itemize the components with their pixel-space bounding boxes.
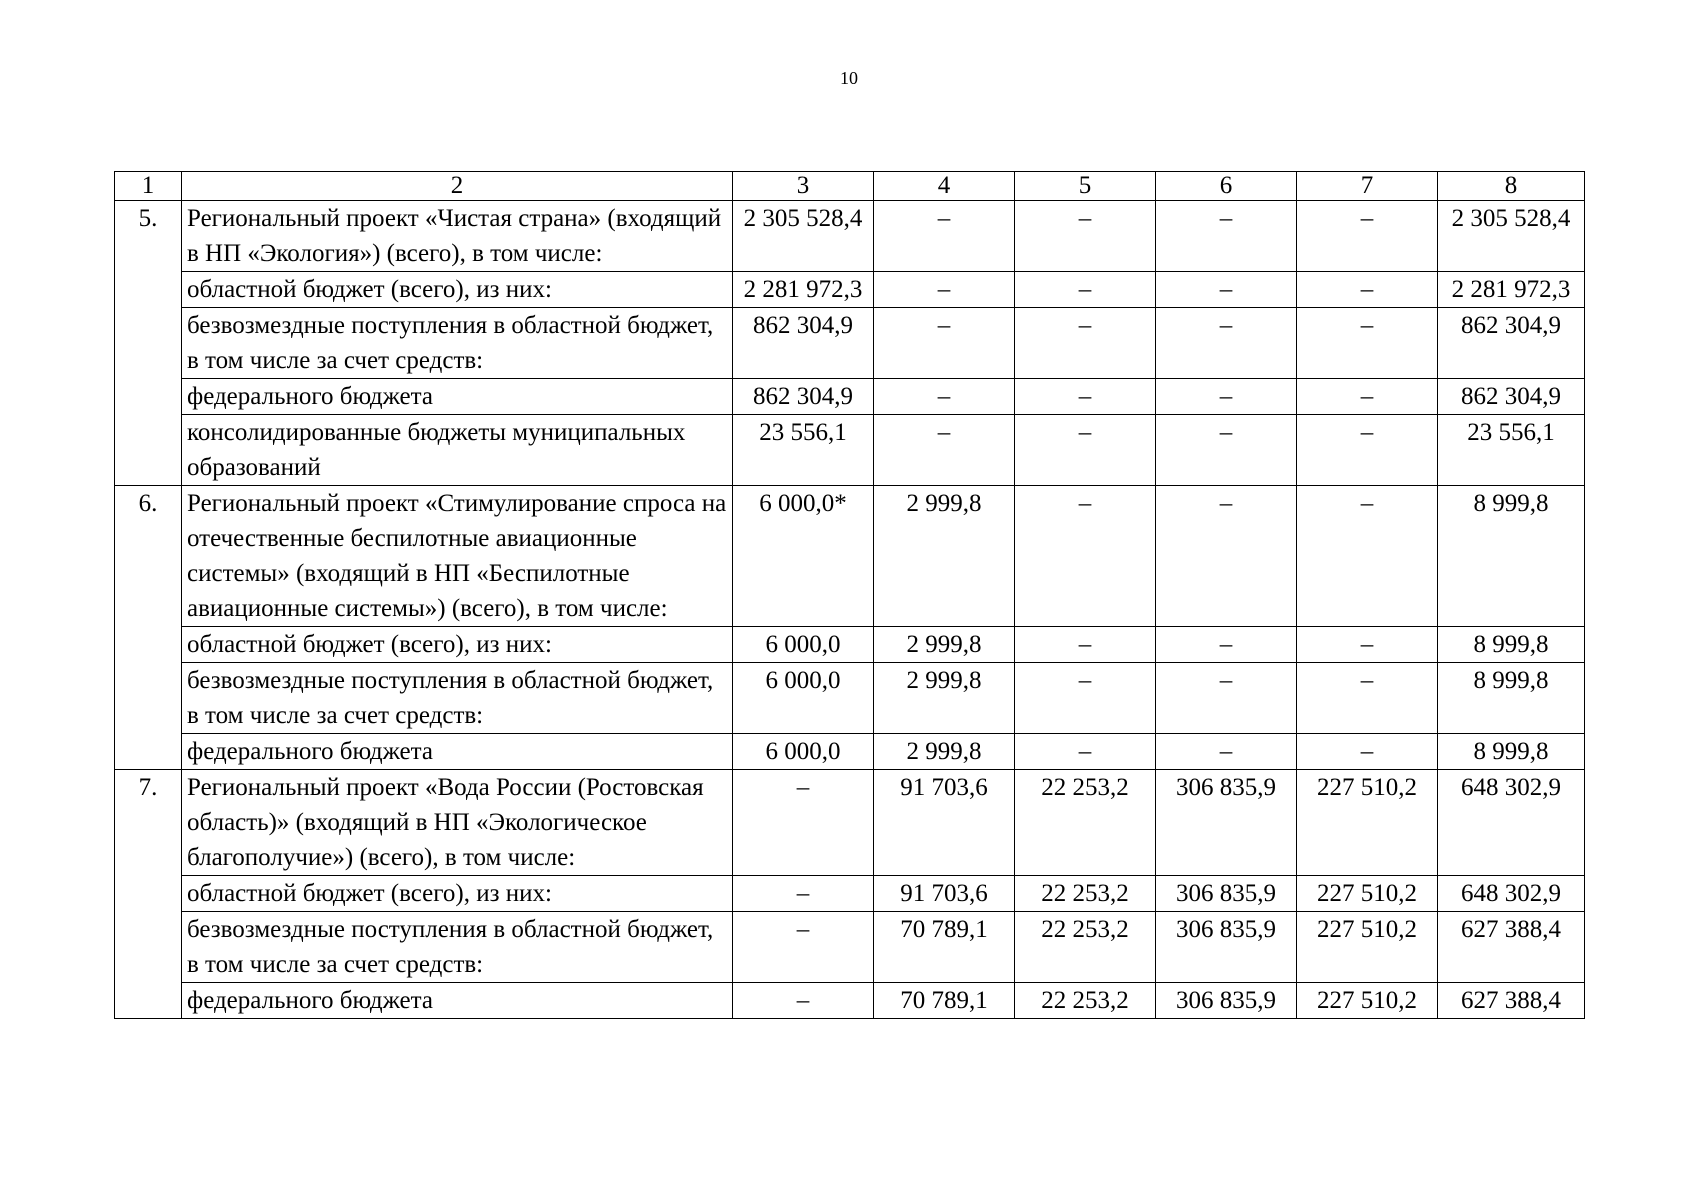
- table-cell: 2 999,8: [874, 734, 1015, 770]
- table-row: [115, 272, 1585, 308]
- table-cell: 627 388,4: [1438, 912, 1585, 983]
- column-header: 4: [874, 172, 1015, 201]
- table-cell: 648 302,9: [1438, 770, 1585, 876]
- table-cell: –: [874, 308, 1015, 379]
- table-cell: –: [733, 912, 874, 983]
- table-cell: 862 304,9: [1438, 379, 1585, 415]
- table-cell: 23 556,1: [1438, 415, 1585, 486]
- column-header: 5: [1015, 172, 1156, 201]
- table-cell: 6 000,0: [733, 663, 874, 734]
- row-index: 7.: [115, 770, 182, 1019]
- row-description: безвозмездные поступления в областной бюджет, в том числе за счет средств:: [182, 308, 733, 379]
- row-description: областной бюджет (всего), из них:: [182, 272, 733, 308]
- column-header: 6: [1156, 172, 1297, 201]
- table-cell: –: [1156, 415, 1297, 486]
- table-row: [115, 627, 1585, 663]
- row-description: Региональный проект «Стимулирование спроса на отечественные беспилотные авиационные системы» (входящий в НП «Беспилотные авиационные системы») (всего), в том числе:: [182, 486, 733, 627]
- table-cell: –: [1156, 308, 1297, 379]
- table-cell: –: [1015, 379, 1156, 415]
- table-cell: –: [1015, 627, 1156, 663]
- table-cell: 2 999,8: [874, 663, 1015, 734]
- table-row: [115, 734, 1585, 770]
- table-row: [115, 308, 1585, 379]
- table-cell: –: [1156, 627, 1297, 663]
- table-cell: –: [1015, 663, 1156, 734]
- table-row: [115, 486, 1585, 627]
- table-cell: 22 253,2: [1015, 912, 1156, 983]
- row-description: безвозмездные поступления в областной бюджет, в том числе за счет средств:: [182, 663, 733, 734]
- table-cell: –: [733, 983, 874, 1019]
- table-cell: –: [1015, 308, 1156, 379]
- column-header: 1: [115, 172, 182, 201]
- table-cell: 6 000,0: [733, 734, 874, 770]
- row-description: федерального бюджета: [182, 983, 733, 1019]
- table-row: [115, 663, 1585, 734]
- table-cell: 227 510,2: [1297, 983, 1438, 1019]
- table-cell: 22 253,2: [1015, 983, 1156, 1019]
- row-description: безвозмездные поступления в областной бюджет, в том числе за счет средств:: [182, 912, 733, 983]
- table-row: [115, 379, 1585, 415]
- row-index: 5.: [115, 201, 182, 486]
- table-cell: 306 835,9: [1156, 876, 1297, 912]
- table-cell: 8 999,8: [1438, 663, 1585, 734]
- table-cell: 862 304,9: [733, 308, 874, 379]
- table-cell: –: [1015, 272, 1156, 308]
- row-description: областной бюджет (всего), из них:: [182, 627, 733, 663]
- column-header: 3: [733, 172, 874, 201]
- table-row: [115, 983, 1585, 1019]
- table-cell: –: [1015, 201, 1156, 272]
- table-cell: 2 281 972,3: [1438, 272, 1585, 308]
- table-cell: –: [733, 770, 874, 876]
- row-description: Региональный проект «Вода России (Ростовская область)» (входящий в НП «Экологическое благополучие») (всего), в том числе:: [182, 770, 733, 876]
- table-cell: 227 510,2: [1297, 876, 1438, 912]
- column-header: 7: [1297, 172, 1438, 201]
- column-header: 2: [182, 172, 733, 201]
- table-row: [115, 912, 1585, 983]
- table-cell: –: [1297, 272, 1438, 308]
- table-row: [115, 415, 1585, 486]
- table-cell: –: [733, 876, 874, 912]
- table-row: [115, 201, 1585, 272]
- table-cell: –: [874, 272, 1015, 308]
- table-cell: 306 835,9: [1156, 770, 1297, 876]
- table-cell: 2 305 528,4: [733, 201, 874, 272]
- column-number-row: [115, 172, 1585, 201]
- table-cell: 70 789,1: [874, 912, 1015, 983]
- table-cell: 6 000,0*: [733, 486, 874, 627]
- table-cell: –: [874, 201, 1015, 272]
- row-description: федерального бюджета: [182, 379, 733, 415]
- table-cell: 23 556,1: [733, 415, 874, 486]
- table-cell: 8 999,8: [1438, 734, 1585, 770]
- budget-table: [114, 171, 1585, 1019]
- table-cell: –: [1297, 379, 1438, 415]
- table-cell: –: [1156, 734, 1297, 770]
- table-cell: 306 835,9: [1156, 912, 1297, 983]
- table-cell: –: [1297, 663, 1438, 734]
- table-cell: –: [1297, 486, 1438, 627]
- table-cell: 2 999,8: [874, 486, 1015, 627]
- table-cell: 22 253,2: [1015, 770, 1156, 876]
- table-row: [115, 770, 1585, 876]
- table-cell: –: [1156, 272, 1297, 308]
- table-cell: –: [1297, 627, 1438, 663]
- table-cell: –: [1015, 734, 1156, 770]
- table-cell: 627 388,4: [1438, 983, 1585, 1019]
- table-cell: –: [1156, 379, 1297, 415]
- table-cell: 862 304,9: [733, 379, 874, 415]
- table-cell: –: [874, 415, 1015, 486]
- table-cell: –: [874, 379, 1015, 415]
- table-cell: –: [1015, 486, 1156, 627]
- table-row: [115, 876, 1585, 912]
- column-header: 8: [1438, 172, 1585, 201]
- table-cell: 227 510,2: [1297, 770, 1438, 876]
- table-cell: 648 302,9: [1438, 876, 1585, 912]
- table-cell: –: [1156, 486, 1297, 627]
- row-description: Региональный проект «Чистая страна» (входящий в НП «Экология») (всего), в том числе:: [182, 201, 733, 272]
- table-cell: 91 703,6: [874, 876, 1015, 912]
- table-cell: –: [1156, 201, 1297, 272]
- table-cell: –: [1156, 663, 1297, 734]
- table-cell: –: [1297, 415, 1438, 486]
- table-cell: 91 703,6: [874, 770, 1015, 876]
- table-cell: 862 304,9: [1438, 308, 1585, 379]
- row-description: консолидированные бюджеты муниципальных образований: [182, 415, 733, 486]
- row-description: федерального бюджета: [182, 734, 733, 770]
- table-cell: 8 999,8: [1438, 486, 1585, 627]
- table-cell: 2 281 972,3: [733, 272, 874, 308]
- table-cell: 227 510,2: [1297, 912, 1438, 983]
- table-cell: 2 999,8: [874, 627, 1015, 663]
- table-cell: 306 835,9: [1156, 983, 1297, 1019]
- table-cell: 8 999,8: [1438, 627, 1585, 663]
- table-cell: –: [1015, 415, 1156, 486]
- table-cell: 70 789,1: [874, 983, 1015, 1019]
- table-cell: –: [1297, 201, 1438, 272]
- table-cell: 6 000,0: [733, 627, 874, 663]
- table-cell: –: [1297, 734, 1438, 770]
- page-number: 10: [840, 68, 858, 88]
- table-cell: 22 253,2: [1015, 876, 1156, 912]
- table-cell: –: [1297, 308, 1438, 379]
- row-index: 6.: [115, 486, 182, 770]
- table-cell: 2 305 528,4: [1438, 201, 1585, 272]
- row-description: областной бюджет (всего), из них:: [182, 876, 733, 912]
